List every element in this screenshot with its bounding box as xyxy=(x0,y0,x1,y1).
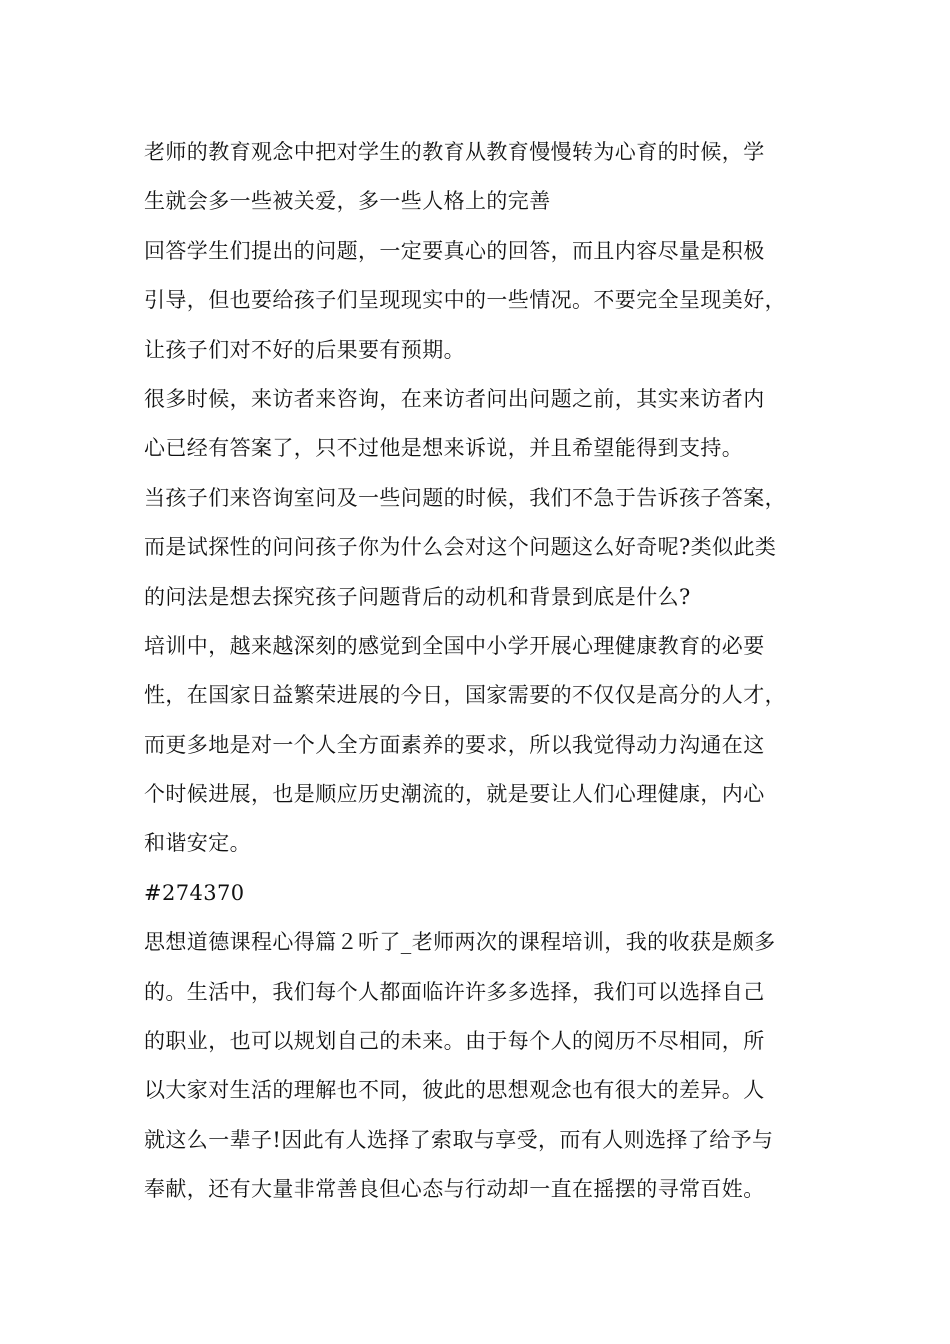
text-line: 培训中，越来越深刻的感觉到全国中小学开展心理健康教育的必要 xyxy=(144,633,765,658)
text-line: 的。生活中，我们每个人都面临许许多多选择，我们可以选择自己 xyxy=(144,979,765,1004)
text-line: 奉献，还有大量非常善良但心态与行动却一直在摇摆的寻常百姓。 xyxy=(144,1177,765,1202)
paragraph-7 xyxy=(144,918,824,1214)
paragraph-5 xyxy=(144,622,824,869)
text-line: 就这么一辈子!因此有人选择了索取与享受，而有人则选择了给予与 xyxy=(144,1127,774,1152)
text-line: 生就会多一些被关爱，多一些人格上的完善 xyxy=(144,189,551,214)
paragraph-4 xyxy=(144,474,824,622)
paragraph-6 xyxy=(144,869,824,918)
paragraph-3 xyxy=(144,375,824,474)
text-line: 以大家对生活的理解也不同，彼此的思想观念也有很大的差异。人 xyxy=(144,1078,765,1103)
text-line: 回答学生们提出的问题，一定要真心的回答，而且内容尽量是积极 xyxy=(144,238,765,263)
paragraph-2 xyxy=(144,227,824,375)
text-line: 的职业，也可以规划自己的未来。由于每个人的阅历不尽相同，所 xyxy=(144,1029,765,1054)
text-line: 老师的教育观念中把对学生的教育从教育慢慢转为心育的时候，学 xyxy=(144,140,765,164)
text-line: 当孩子们来咨询室问及一些问题的时候，我们不急于告诉孩子答案， xyxy=(144,485,786,510)
text-line: #274370 xyxy=(144,880,245,905)
text-line: 引导，但也要给孩子们呈现现实中的一些情况。不要完全呈现美好， xyxy=(144,288,786,313)
paragraph-1 xyxy=(144,128,824,227)
text-line: 和谐安定。 xyxy=(144,831,251,856)
text-line: 思想道德课程心得篇２听了_老师两次的课程培训，我的收获是颇多 xyxy=(144,930,776,955)
text-line: 的问法是想去探究孩子问题背后的动机和背景到底是什么? xyxy=(144,584,691,609)
text-line: 而是试探性的问问孩子你为什么会对这个问题这么好奇呢?类似此类 xyxy=(144,535,777,560)
text-line: 让孩子们对不好的后果要有预期。 xyxy=(144,337,465,362)
text-line: 个时候进展，也是顺应历史潮流的，就是要让人们心理健康，内心 xyxy=(144,782,765,807)
text-line: 而更多地是对一个人全方面素养的要求，所以我觉得动力沟通在这 xyxy=(144,732,765,757)
text-line: 性，在国家日益繁荣进展的今日，国家需要的不仅仅是高分的人才， xyxy=(144,683,786,708)
text-line: 心已经有答案了，只不过他是想来诉说，并且希望能得到支持。 xyxy=(144,436,744,461)
document-body xyxy=(144,128,824,1215)
text-line: 很多时候，来访者来咨询，在来访者问出问题之前，其实来访者内 xyxy=(144,386,765,411)
